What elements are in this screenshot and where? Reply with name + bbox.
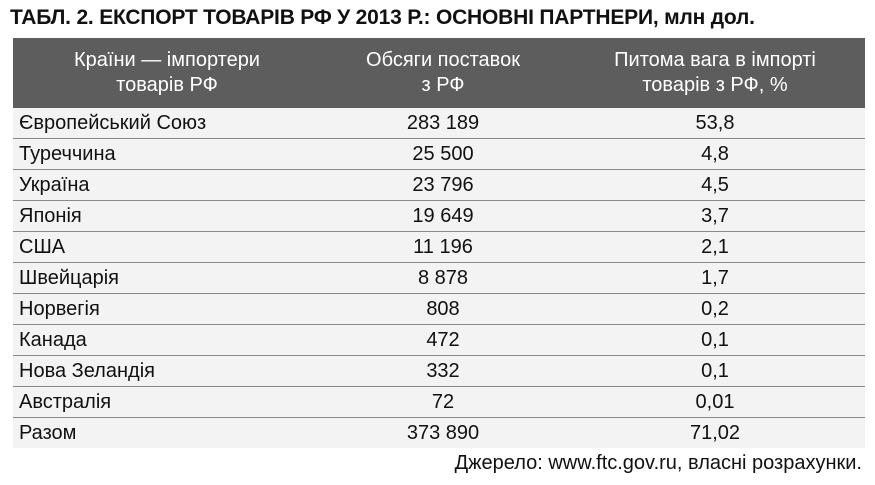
volume-cell: 283 189: [321, 108, 565, 139]
table-row: [13, 232, 865, 263]
country-cell: Швейцарія: [13, 263, 321, 294]
share-cell: 1,7: [565, 263, 865, 294]
header-countries-line2: товарів РФ: [116, 74, 218, 96]
volume-cell: 8 878: [321, 263, 565, 294]
table-row: [13, 108, 865, 139]
total-volume-cell: 373 890: [321, 418, 565, 449]
share-cell: 53,8: [565, 108, 865, 139]
table-row: [13, 201, 865, 232]
header-volume-line2: з РФ: [421, 74, 465, 96]
country-cell: Європейський Союз: [13, 108, 321, 139]
table-row: [13, 139, 865, 170]
total-share-cell: 71,02: [565, 418, 865, 449]
volume-cell: 23 796: [321, 170, 565, 201]
source-note: Джерело: www.ftc.gov.ru, власні розрахунки.: [454, 452, 862, 474]
country-cell: Україна: [13, 170, 321, 201]
export-partners-table: [13, 38, 865, 448]
country-cell: США: [13, 232, 321, 263]
share-cell: 2,1: [565, 232, 865, 263]
share-cell: 0,2: [565, 294, 865, 325]
volume-cell: 472: [321, 325, 565, 356]
share-cell: 4,8: [565, 139, 865, 170]
header-share: [565, 38, 865, 108]
country-cell: Туреччина: [13, 139, 321, 170]
header-share-line2: товарів з РФ, %: [642, 74, 788, 96]
table-row: [13, 263, 865, 294]
volume-cell: 332: [321, 356, 565, 387]
table-row: [13, 325, 865, 356]
table-row: [13, 387, 865, 418]
country-cell: Нова Зеландія: [13, 356, 321, 387]
total-row: [13, 418, 865, 449]
share-cell: 0,1: [565, 356, 865, 387]
volume-cell: 808: [321, 294, 565, 325]
volume-cell: 19 649: [321, 201, 565, 232]
country-cell: Канада: [13, 325, 321, 356]
share-cell: 0,01: [565, 387, 865, 418]
total-label-cell: Разом: [13, 418, 321, 449]
volume-cell: 11 196: [321, 232, 565, 263]
table-row: [13, 170, 865, 201]
volume-cell: 72: [321, 387, 565, 418]
header-countries-line1: Країни — імпортери: [74, 49, 260, 71]
share-cell: 0,1: [565, 325, 865, 356]
country-cell: Норвегія: [13, 294, 321, 325]
volume-cell: 25 500: [321, 139, 565, 170]
table-row: [13, 356, 865, 387]
country-cell: Японія: [13, 201, 321, 232]
country-cell: Австралія: [13, 387, 321, 418]
header-volume: [321, 38, 565, 108]
header-share-line1: Питома вага в імпорті: [614, 49, 816, 71]
header-countries: [13, 38, 321, 108]
header-row: [13, 38, 865, 108]
table-row: [13, 294, 865, 325]
share-cell: 3,7: [565, 201, 865, 232]
header-volume-line1: Обсяги поставок: [366, 49, 520, 71]
share-cell: 4,5: [565, 170, 865, 201]
table-title: ТАБЛ. 2. ЕКСПОРТ ТОВАРІВ РФ У 2013 Р.: ОСНОВНІ ПАРТНЕРИ, млн дол.: [10, 6, 755, 29]
